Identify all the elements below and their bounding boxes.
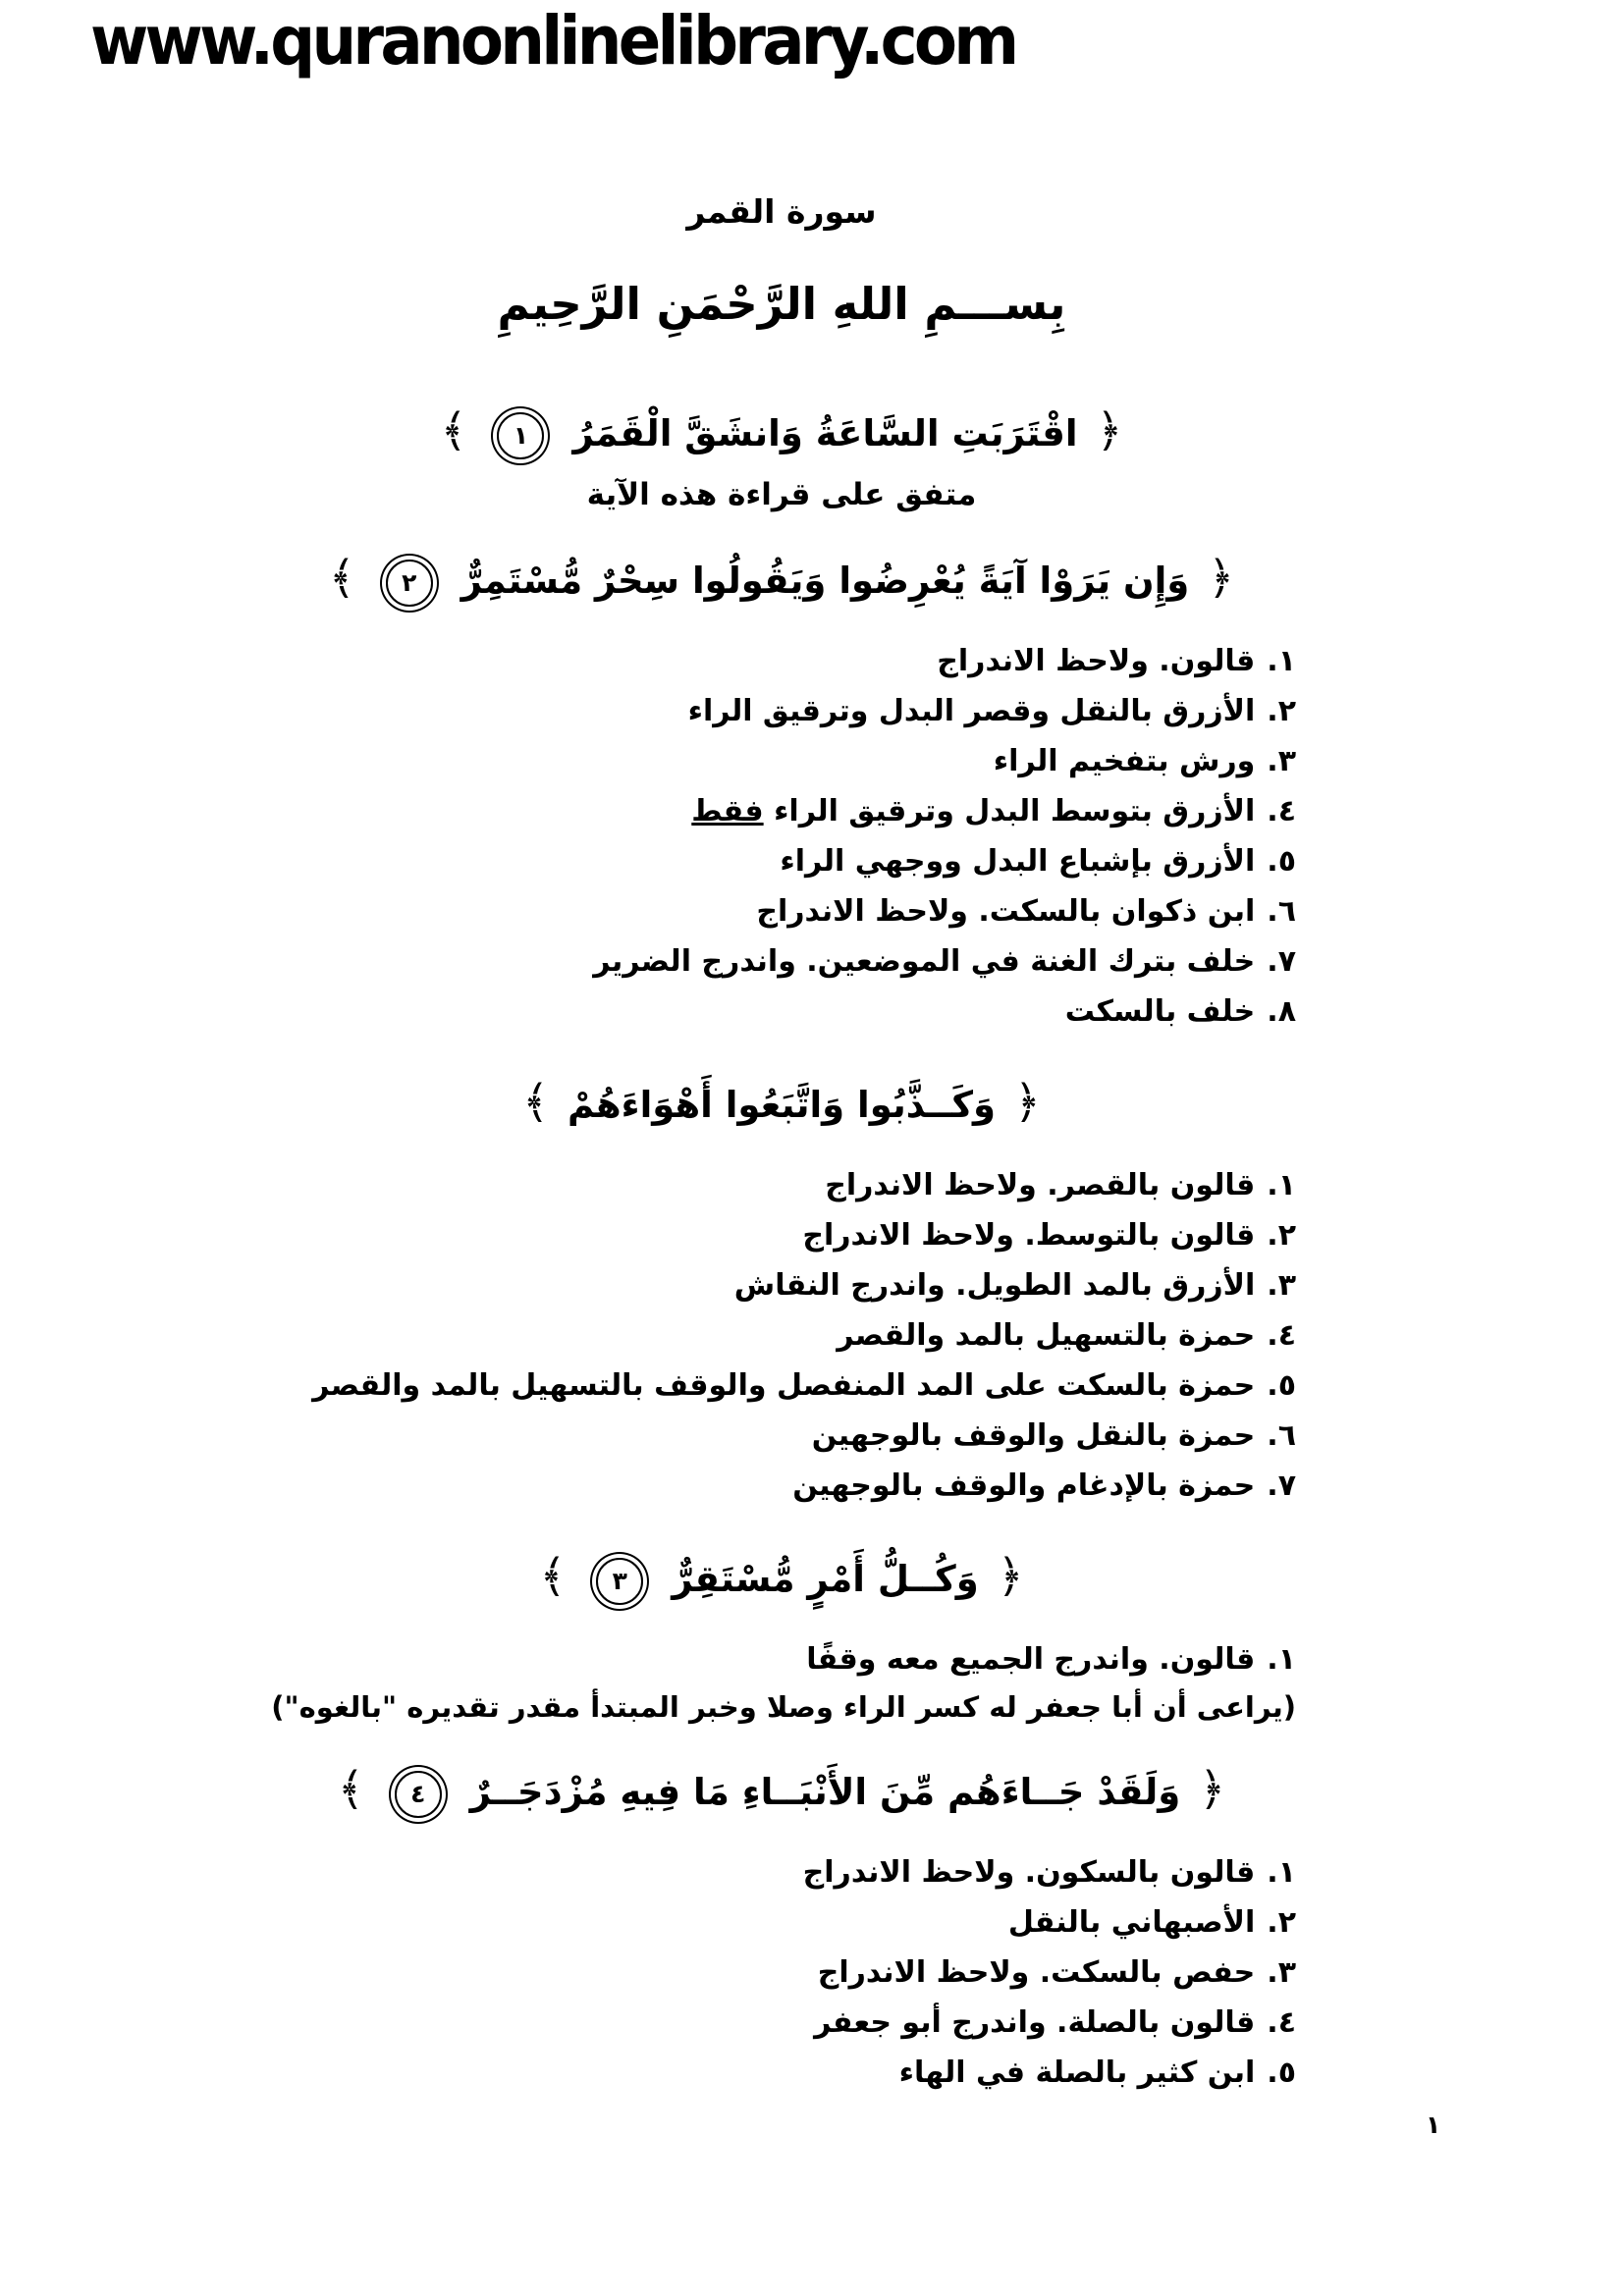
ornate-bracket-open-icon: ﴿ (997, 1549, 1024, 1602)
item-number: ٣. (1267, 1955, 1296, 1990)
ornate-bracket-open-icon: ﴿ (1013, 1075, 1041, 1128)
verse-text: وَلَقَدْ جَــاءَهُم مِّنَ الأَنْبَــاءِ مَا فِيهِ مُزْدَجَــرٌ (469, 1771, 1181, 1813)
quran-verse-line (267, 1749, 1296, 1832)
item-number: ٦. (1267, 1418, 1296, 1453)
verse-section (267, 1536, 1296, 1724)
verse-text: وَإِن يَرَوْا آيَةً يُعْرِضُوا وَيَقُولُوا سِحْرٌ مُّسْتَمِرٌّ (460, 560, 1190, 602)
verse-footnote: (يراعى أن أبا جعفر له كسر الراء وصلا وخبر المبتدأ مقدر تقديره "بالغوه") (271, 1690, 1296, 1724)
page-number: ١ (1426, 2110, 1441, 2139)
ornate-bracket-close-icon: ﴾ (337, 1762, 364, 1815)
readings-list (267, 1160, 1296, 1511)
item-text: قالون بالسكون. ولاحظ الاندراج (802, 1855, 1256, 1890)
readings-list (267, 1634, 1296, 1684)
ayah-number-medallion: ٢ (386, 560, 433, 607)
item-text: الأصبهاني بالنقل (1007, 1905, 1256, 1940)
item-number: ١. (1267, 1855, 1296, 1890)
reading-item (267, 1411, 1296, 1461)
item-text: الأزرق بإشباع البدل ووجهي الراء (780, 844, 1256, 879)
readings-list (267, 636, 1296, 1037)
item-number: ١. (1267, 1642, 1296, 1677)
item-number: ٢. (1267, 694, 1296, 728)
reading-item (267, 936, 1296, 987)
verse-text: اقْتَرَبَتِ السَّاعَةُ وَانشَقَّ الْقَمَرُ (572, 412, 1078, 454)
reading-item (267, 1461, 1296, 1511)
reading-item (267, 1897, 1296, 1948)
reading-item (267, 1998, 1296, 2048)
ayah-number-medallion: ٤ (395, 1771, 442, 1818)
reading-item (267, 786, 1296, 836)
item-text: حمزة بالسكت على المد المنفصل والوقف بالتسهيل بالمد والقصر (312, 1368, 1256, 1403)
item-number: ٤. (1267, 2005, 1296, 2040)
reading-item (267, 987, 1296, 1037)
bismillah: بِســـمِ اللهِ الرَّحْمَنِ الرَّحِيمِ (497, 278, 1066, 330)
ornate-bracket-close-icon: ﴾ (440, 403, 467, 456)
item-text: ورش بتفخيم الراء (993, 744, 1256, 778)
quran-verse-line (267, 538, 1296, 620)
ayah-number-medallion: ١ (497, 412, 544, 459)
item-text: ابن ذكوان بالسكت. ولاحظ الاندراج (756, 894, 1256, 929)
reading-item (267, 686, 1296, 736)
item-text: قالون بالقصر. ولاحظ الاندراج (825, 1168, 1256, 1202)
item-text: قالون. واندرج الجميع معه وقفًا (806, 1642, 1256, 1677)
item-number: ٤. (1267, 794, 1296, 828)
reading-item (267, 1847, 1296, 1897)
surah-title: سورة القمر (686, 192, 877, 231)
reading-item (267, 1948, 1296, 1998)
ayah-number-medallion: ٣ (596, 1558, 643, 1605)
item-number: ٣. (1267, 1268, 1296, 1303)
verse-section (267, 391, 1296, 512)
item-number: ١. (1267, 1168, 1296, 1202)
item-number: ٤. (1267, 1318, 1296, 1353)
item-text: حمزة بالإدغام والوقف بالوجهين (792, 1468, 1256, 1503)
item-text: حمزة بالتسهيل بالمد والقصر (837, 1318, 1256, 1353)
item-number: ٧. (1267, 1468, 1296, 1503)
verse-note: متفق على قراءة هذه الآية (586, 477, 977, 512)
reading-item (267, 886, 1296, 936)
item-number: ٢. (1267, 1905, 1296, 1940)
item-text: خلف بالسكت (1064, 994, 1256, 1029)
item-text: خلف بترك الغنة في الموضعين. واندرج الضرير (593, 944, 1256, 979)
reading-item (267, 636, 1296, 686)
item-number: ٨. (1267, 994, 1296, 1029)
item-text: الأزرق بالنقل وقصر البدل وترقيق الراء (687, 694, 1256, 728)
verse-section (267, 538, 1296, 1037)
verse-text: وَكَــذَّبُوا وَاتَّبَعُوا أَهْوَاءَهُمْ (568, 1084, 996, 1126)
ornate-bracket-open-icon: ﴿ (1208, 551, 1235, 604)
quran-verse-line (267, 391, 1296, 473)
item-number: ٦. (1267, 894, 1296, 929)
item-number: ٢. (1267, 1218, 1296, 1253)
ornate-bracket-close-icon: ﴾ (522, 1075, 550, 1128)
main-content (267, 0, 1296, 2098)
reading-item (267, 1160, 1296, 1210)
verse-section (267, 1062, 1296, 1511)
reading-item (267, 2048, 1296, 2098)
verse-section (267, 1749, 1296, 2098)
reading-item (267, 1634, 1296, 1684)
item-number: ٥. (1267, 1368, 1296, 1403)
item-number: ٥. (1267, 2056, 1296, 2090)
reading-item (267, 1310, 1296, 1361)
ornate-bracket-close-icon: ﴾ (328, 551, 355, 604)
item-text: قالون بالتوسط. ولاحظ الاندراج (802, 1218, 1256, 1253)
ornate-bracket-open-icon: ﴿ (1096, 403, 1123, 456)
item-text: الأزرق بالمد الطويل. واندرج النقاش (733, 1268, 1256, 1303)
readings-list (267, 1847, 1296, 2098)
item-text: قالون. ولاحظ الاندراج (937, 644, 1256, 678)
reading-item (267, 1260, 1296, 1310)
item-text: ابن كثير بالصلة في الهاء (898, 2056, 1256, 2090)
item-text: قالون بالصلة. واندرج أبو جعفر (814, 2005, 1256, 2040)
quran-verse-line (267, 1536, 1296, 1619)
ornate-bracket-open-icon: ﴿ (1199, 1762, 1226, 1815)
reading-item (267, 836, 1296, 886)
site-url-header: www.quranonlinelibrary.com (90, 2, 1016, 80)
item-number: ٥. (1267, 844, 1296, 879)
underlined-word: فقط (691, 794, 764, 828)
reading-item (267, 1361, 1296, 1411)
item-text: حمزة بالنقل والوقف بالوجهين (811, 1418, 1256, 1453)
reading-item (267, 1210, 1296, 1260)
item-text: الأزرق بتوسط البدل وترقيق الراء (763, 794, 1256, 828)
item-number: ١. (1267, 644, 1296, 678)
sections-container (267, 391, 1296, 2098)
quran-verse-line (267, 1062, 1296, 1145)
verse-text: وَكُــلُّ أَمْرٍ مُّسْتَقِرٌّ (672, 1558, 979, 1600)
item-number: ٣. (1267, 744, 1296, 778)
ornate-bracket-close-icon: ﴾ (539, 1549, 567, 1602)
reading-item (267, 736, 1296, 786)
item-number: ٧. (1267, 944, 1296, 979)
item-text: حفص بالسكت. ولاحظ الاندراج (817, 1955, 1256, 1990)
